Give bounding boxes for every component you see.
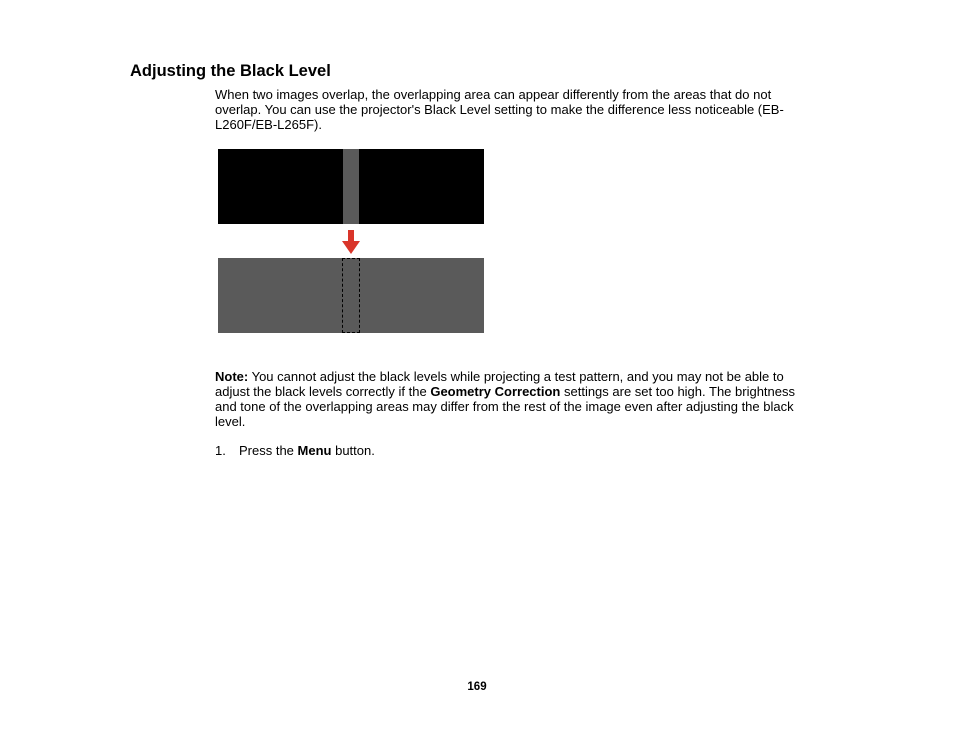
overlap-area-outline: [342, 258, 360, 333]
step-text-before: Press the: [239, 443, 298, 458]
step-number: 1.: [215, 443, 226, 458]
arrow-down-icon: [342, 230, 360, 254]
step-text-after: button.: [331, 443, 375, 458]
intro-paragraph: When two images overlap, the overlapping area can appear differently from the areas that do not overlap. You can use the projector's Black Level setting to make the difference less noticeable (EB-L260F/EB-L265F).: [215, 87, 784, 132]
note-text-part-2: settings are set too high. The brightness and tone of the overlapping areas may differ from the rest of the image even after adjusting the black level.: [215, 384, 795, 429]
section-heading: Adjusting the Black Level: [130, 62, 331, 80]
note-paragraph: [215, 369, 810, 429]
overlap-band-bright: [343, 149, 359, 224]
geometry-correction-term: Geometry Correction: [430, 384, 561, 399]
black-level-illustration: [218, 149, 484, 333]
page-number: 169: [467, 681, 487, 693]
overlapping-image-after: [218, 258, 484, 333]
note-label: Note:: [215, 369, 249, 384]
menu-button-term: Menu: [297, 443, 332, 458]
note-text-part-1: You cannot adjust the black levels while projecting a test pattern, and you may not be able to adjust the black levels correctly if the: [215, 369, 784, 399]
overlapping-image-before: [218, 149, 484, 224]
step-item: [215, 443, 375, 458]
